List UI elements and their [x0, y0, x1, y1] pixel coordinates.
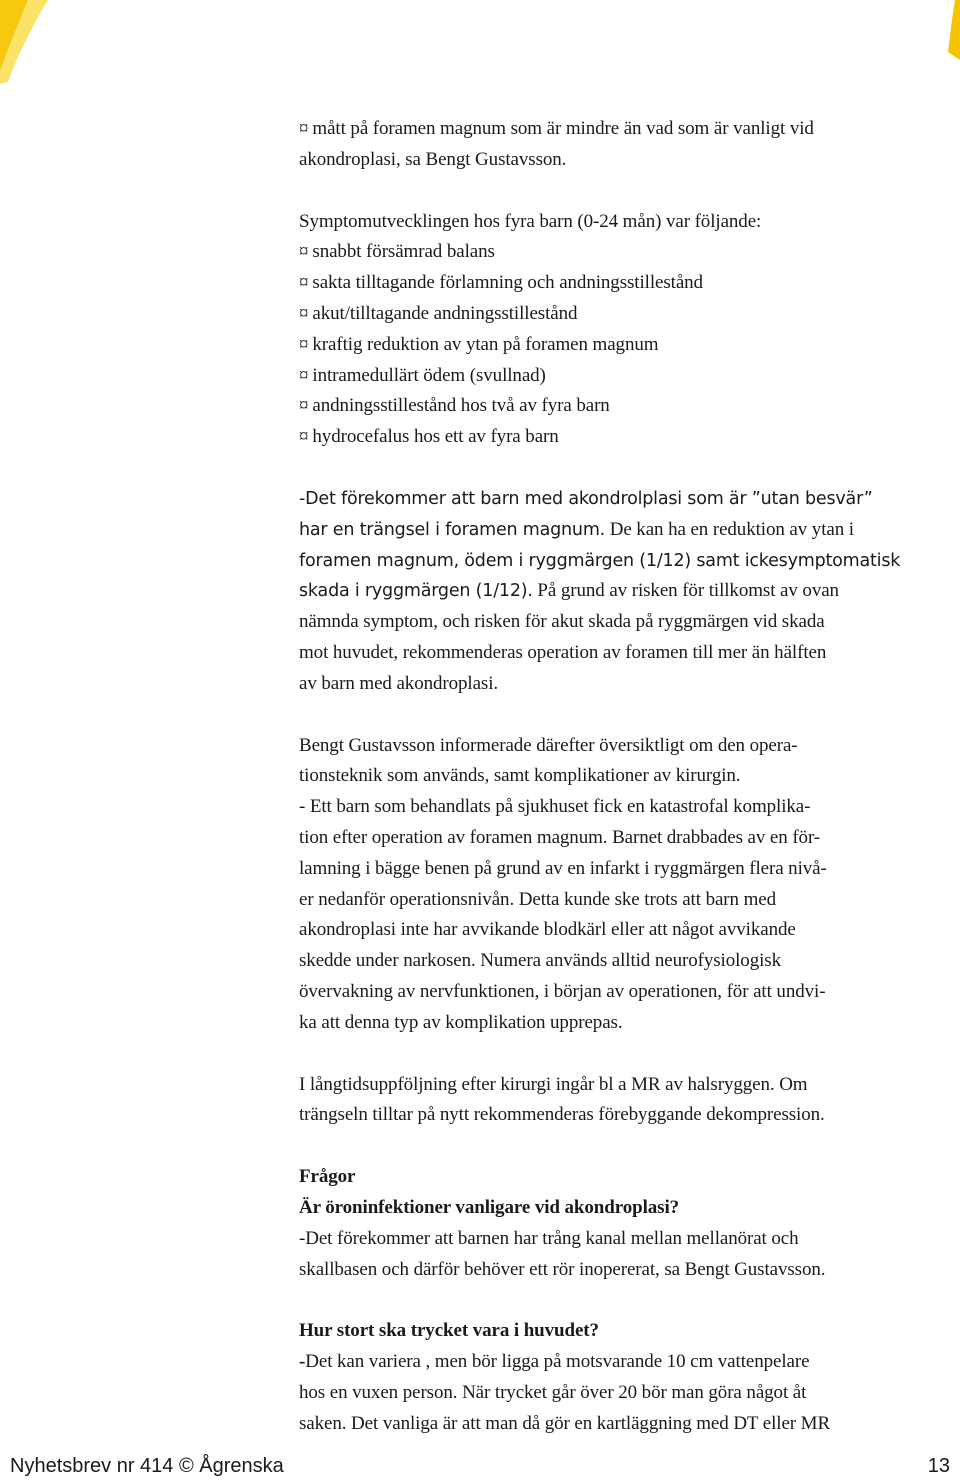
bullet-icon: ¤	[299, 426, 309, 448]
bullet-icon: ¤	[299, 241, 309, 263]
text-line: tionsteknik som används, samt komplikationer av kirurgin.	[299, 765, 741, 787]
bullet-icon: ¤	[299, 395, 309, 417]
symptoms-heading: Symptomutvecklingen hos fyra barn (0-24 mån) var följande:	[299, 210, 762, 232]
text-line: skada i ryggmärgen (1/12). På grund av risken för tillkomst av ovan	[299, 580, 839, 602]
text-line: tion efter operation av foramen magnum. Barnet drabbades av en för-	[299, 826, 821, 848]
text-line: saken. Det vanliga är att man då gör en kartläggning med DT eller MR	[299, 1412, 831, 1434]
text-line: nämnda symptom, och risken för akut skada på ryggmärgen vid skada	[299, 611, 825, 633]
text-line: - Ett barn som behandlats på sjukhuset fick en katastrofal komplika-	[299, 796, 811, 818]
text-line: hos en vuxen person. När trycket går över 20 bör man göra något åt	[299, 1381, 807, 1403]
text-line: -Det kan variera , men bör ligga på motsvarande 10 cm vattenpelare	[299, 1351, 810, 1373]
text-line: skallbasen och därför behöver ett rör inopererat, sa Bengt Gustavsson.	[299, 1258, 826, 1280]
text-line: har en trängsel i foramen magnum. De kan ha en reduktion av ytan i	[299, 518, 854, 540]
paragraph-bengt	[299, 731, 951, 1039]
text-line: lamning i bägge benen på grund av en infarkt i ryggmärgen flera nivå-	[299, 857, 827, 879]
header-decoration	[0, 0, 960, 90]
bullet-icon: ¤	[299, 333, 309, 355]
bullet-icon: ¤	[299, 118, 309, 139]
text-line: er nedanför operationsnivån. Detta kunde ske trots att barn med	[299, 888, 776, 910]
footer-publication: Nyhetsbrev nr 414 © Ågrenska	[10, 1455, 284, 1477]
list-item: ¤ snabbt försämrad balans	[299, 241, 495, 263]
symptoms-list	[299, 237, 951, 453]
yellow-swoosh-right	[948, 0, 960, 60]
intro-line-1: ¤ mått på foramen magnum som är mindre än vad som är vanligt vid	[299, 118, 814, 139]
text-line: skedde under narkosen. Numera används alltid neurofysiologisk	[299, 950, 781, 972]
page-number: 13	[927, 1455, 950, 1477]
list-item: ¤ sakta tilltagande förlamning och andningsstillestånd	[299, 272, 703, 294]
text-line: övervakning av nervfunktionen, i början av operationen, för att undvi-	[299, 980, 826, 1002]
text-line: Bengt Gustavsson informerade därefter översiktligt om den opera-	[299, 734, 798, 756]
list-item: ¤ andningsstillestånd hos två av fyra barn	[299, 395, 610, 417]
fragor-section	[299, 1162, 951, 1439]
question-heading: Är öroninfektioner vanligare vid akondroplasi?	[299, 1196, 680, 1218]
list-item: ¤ akut/tilltagande andningsstillestånd	[299, 302, 578, 324]
section-heading: Frågor	[299, 1166, 356, 1188]
text-line: trängseln tilltar på nytt rekommenderas förebyggande dekompression.	[299, 1104, 825, 1126]
question-heading: Hur stort ska trycket vara i huvudet?	[299, 1320, 599, 1342]
text-line: -Det förekommer att barn med akondrolplasi som är ”utan besvär”	[299, 488, 873, 509]
text-line: ka att denna typ av komplikation upprepas.	[299, 1011, 623, 1033]
list-item: ¤ intramedullärt ödem (svullnad)	[299, 364, 546, 386]
text-line: akondroplasi inte har avvikande blodkärl eller att något avvikande	[299, 919, 796, 941]
article-body	[299, 114, 951, 1439]
text-line: -Det förekommer att barnen har trång kanal mellan mellanörat och	[299, 1227, 799, 1249]
text-line: I långtidsuppföljning efter kirurgi ingår bl a MR av halsryggen. Om	[299, 1073, 808, 1095]
bullet-icon: ¤	[299, 302, 309, 324]
list-item: ¤ hydrocefalus hos ett av fyra barn	[299, 426, 559, 448]
text-line: av barn med akondroplasi.	[299, 672, 499, 694]
bullet-icon: ¤	[299, 364, 309, 386]
paragraph-det-forekommer	[299, 484, 951, 700]
paragraph-langtid	[299, 1070, 951, 1132]
intro-line-2: akondroplasi, sa Bengt Gustavsson.	[299, 148, 567, 170]
text-line: foramen magnum, ödem i ryggmärgen (1/12) samt ickesymptomatisk	[299, 550, 901, 571]
list-item: ¤ kraftig reduktion av ytan på foramen magnum	[299, 333, 659, 355]
text-line: mot huvudet, rekommenderas operation av foramen till mer än hälften	[299, 641, 827, 663]
bullet-icon: ¤	[299, 272, 309, 294]
